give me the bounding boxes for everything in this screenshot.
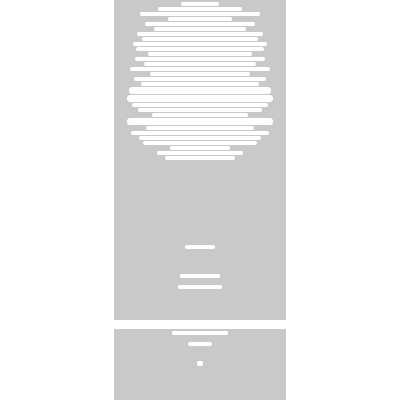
description-line [141,82,259,86]
description-line [157,151,243,155]
description-line [150,72,250,76]
description-line [158,7,242,11]
description-line [117,268,283,273]
description-line [117,296,283,301]
footer-line-text [197,361,203,366]
description-line [117,302,283,307]
description-line [168,17,232,21]
description-line [181,2,219,6]
description-line [129,87,271,94]
description-line [132,103,268,107]
description-line [137,32,263,36]
description-line [135,57,265,61]
description-line [130,67,270,71]
description-line [117,290,283,295]
description-line [131,131,269,135]
description-line [127,95,273,102]
description-line [152,113,248,117]
description-line [143,141,257,145]
description-line [117,279,283,284]
description-line [117,308,283,313]
description-line [117,336,283,341]
description-line [127,118,273,125]
description-line [185,245,215,249]
description-line [145,22,255,26]
description-line [140,12,260,16]
size-line [112,206,288,213]
footer-line [112,382,288,388]
description-line [117,262,283,267]
footer-line [112,350,288,356]
footer-line [112,361,288,367]
description-line [139,136,261,140]
description-line [136,47,264,51]
description-line [188,342,212,346]
description-section-top [114,0,286,213]
description-line [178,285,222,289]
description-line [146,126,254,130]
description-line [154,27,246,31]
description-line [148,52,252,56]
description-line [117,239,283,244]
description-line [133,42,267,46]
description-line [172,331,228,335]
description-section-middle [114,225,286,320]
footer-line [112,369,288,375]
description-line [117,256,283,261]
size-line [112,213,288,220]
description-line [117,250,283,255]
description-line [144,62,256,66]
description-line [170,146,230,150]
description-line [117,314,283,319]
description-line [117,233,283,238]
description-line [180,274,220,278]
description-line [165,156,235,160]
description-line [134,77,266,81]
description-line [142,37,258,41]
description-line [138,108,262,112]
description-line [117,227,283,232]
